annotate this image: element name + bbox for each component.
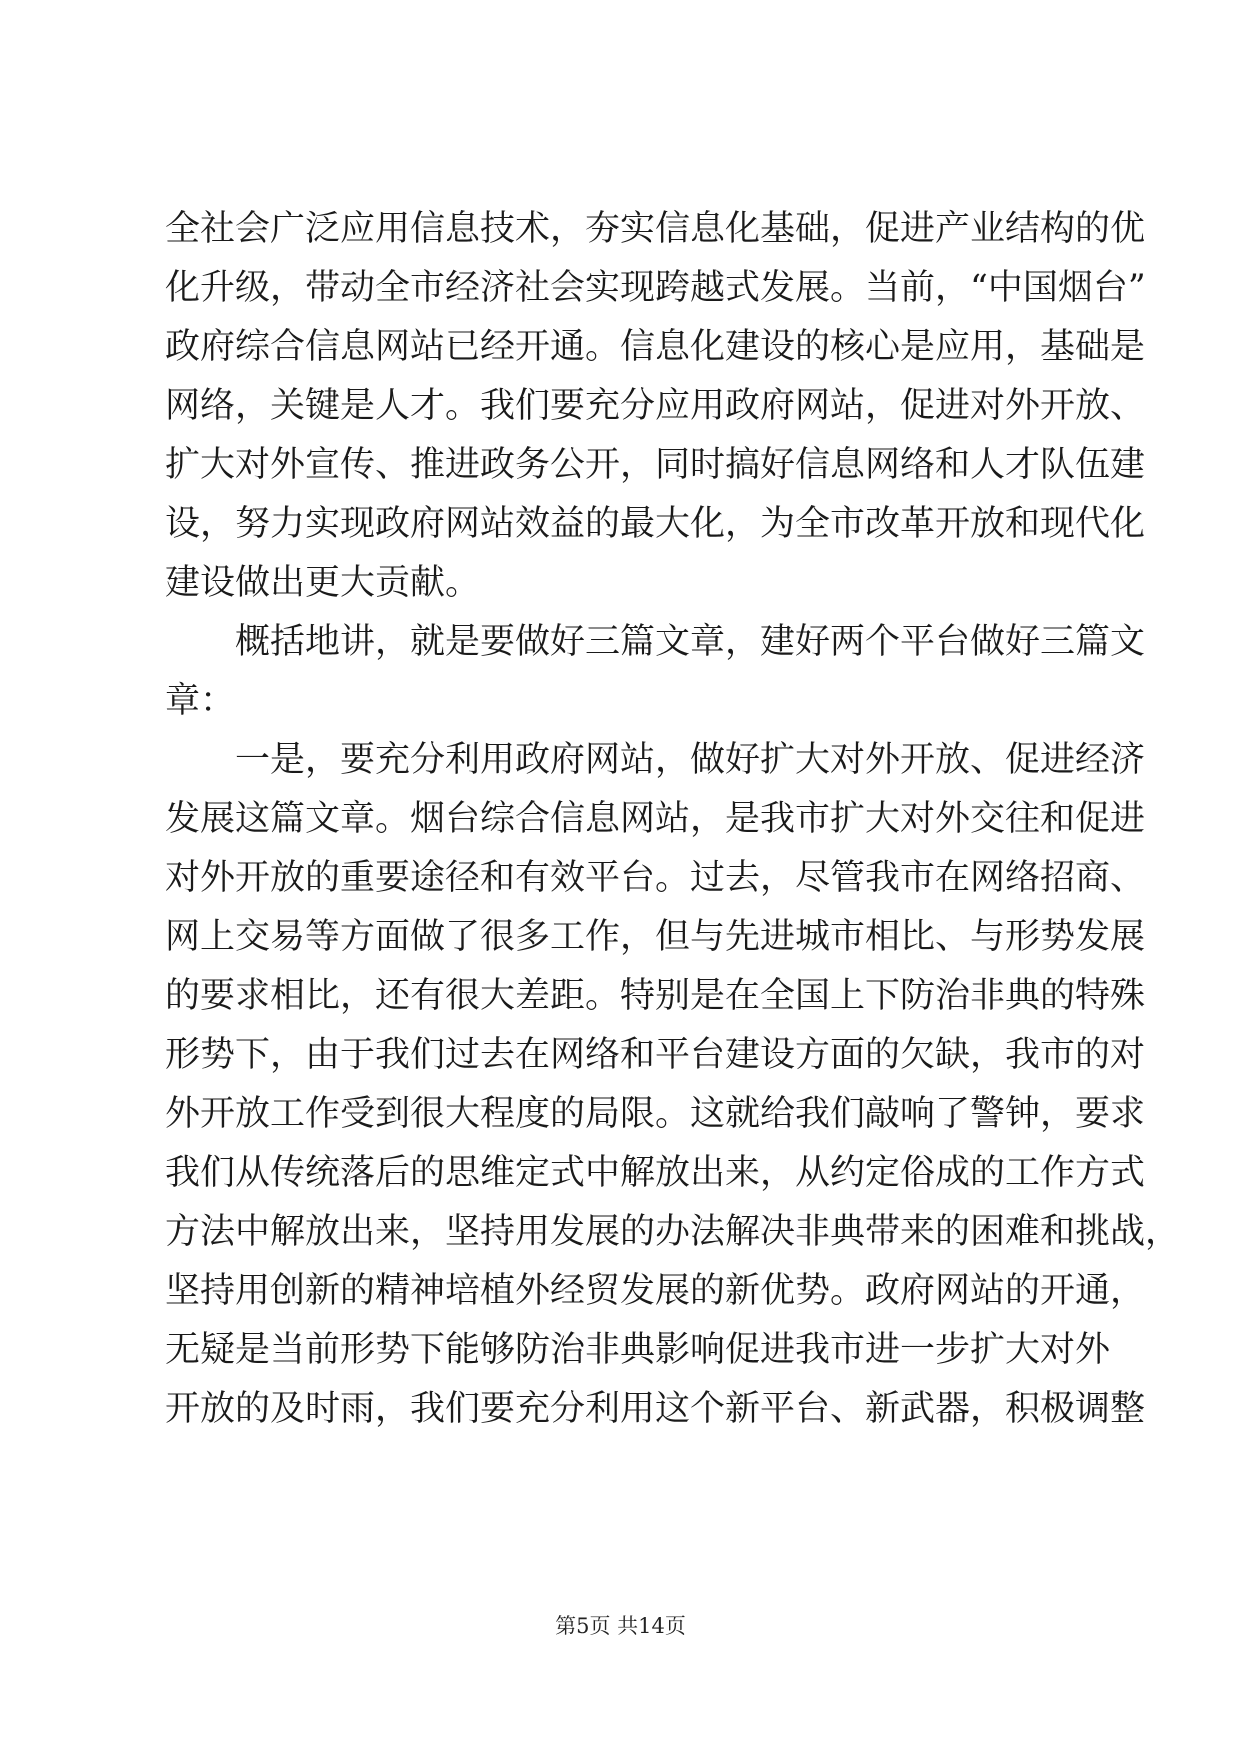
paragraph-3	[165, 731, 1181, 1439]
paragraph-1	[165, 200, 1146, 613]
page-number-footer: 第5页 共14页	[555, 1614, 686, 1638]
paragraph-2	[165, 613, 1146, 731]
text-line: 全社会广泛应用信息技术，夯实信息化基础，促进产业结构的优	[165, 209, 1146, 249]
body-text	[165, 200, 1181, 1439]
text-line: 建设做出更大贡献。	[165, 563, 481, 603]
text-line: 开放的及时雨，我们要充分利用这个新平台、新武器，积极调整	[165, 1389, 1146, 1429]
text-line: 无疑是当前形势下能够防治非典影响促进我市进一步扩大对外	[165, 1330, 1111, 1370]
text-line: 发展这篇文章。烟台综合信息网站，是我市扩大对外交往和促进	[165, 799, 1146, 839]
text-line: 化升级，带动全市经济社会实现跨越式发展。当前，“中国烟台”	[165, 268, 1146, 308]
text-line: 概括地讲，就是要做好三篇文章，建好两个平台做好三篇文	[235, 622, 1146, 662]
text-line: 章：	[165, 681, 236, 721]
text-line: 网上交易等方面做了很多工作，但与先进城市相比、与形势发展	[165, 917, 1146, 957]
text-line: 设，努力实现政府网站效益的最大化，为全市改革开放和现代化	[165, 504, 1146, 544]
text-line: 对外开放的重要途径和有效平台。过去，尽管我市在网络招商、	[165, 858, 1146, 898]
text-line: 我们从传统落后的思维定式中解放出来，从约定俗成的工作方式	[165, 1153, 1146, 1193]
text-line: 扩大对外宣传、推进政务公开，同时搞好信息网络和人才队伍建	[165, 445, 1146, 485]
text-line: 的要求相比，还有很大差距。特别是在全国上下防治非典的特殊	[165, 976, 1146, 1016]
text-line: 坚持用创新的精神培植外经贸发展的新优势。政府网站的开通，	[165, 1271, 1146, 1311]
text-line: 方法中解放出来，坚持用发展的办法解决非典带来的困难和挑战，	[165, 1212, 1181, 1252]
text-line: 一是，要充分利用政府网站，做好扩大对外开放、促进经济	[235, 740, 1146, 780]
text-line: 政府综合信息网站已经开通。信息化建设的核心是应用，基础是	[165, 327, 1146, 367]
text-line: 网络，关键是人才。我们要充分应用政府网站，促进对外开放、	[165, 386, 1146, 426]
text-line: 形势下，由于我们过去在网络和平台建设方面的欠缺，我市的对	[165, 1035, 1146, 1075]
text-line: 外开放工作受到很大程度的局限。这就给我们敲响了警钟，要求	[165, 1094, 1146, 1134]
